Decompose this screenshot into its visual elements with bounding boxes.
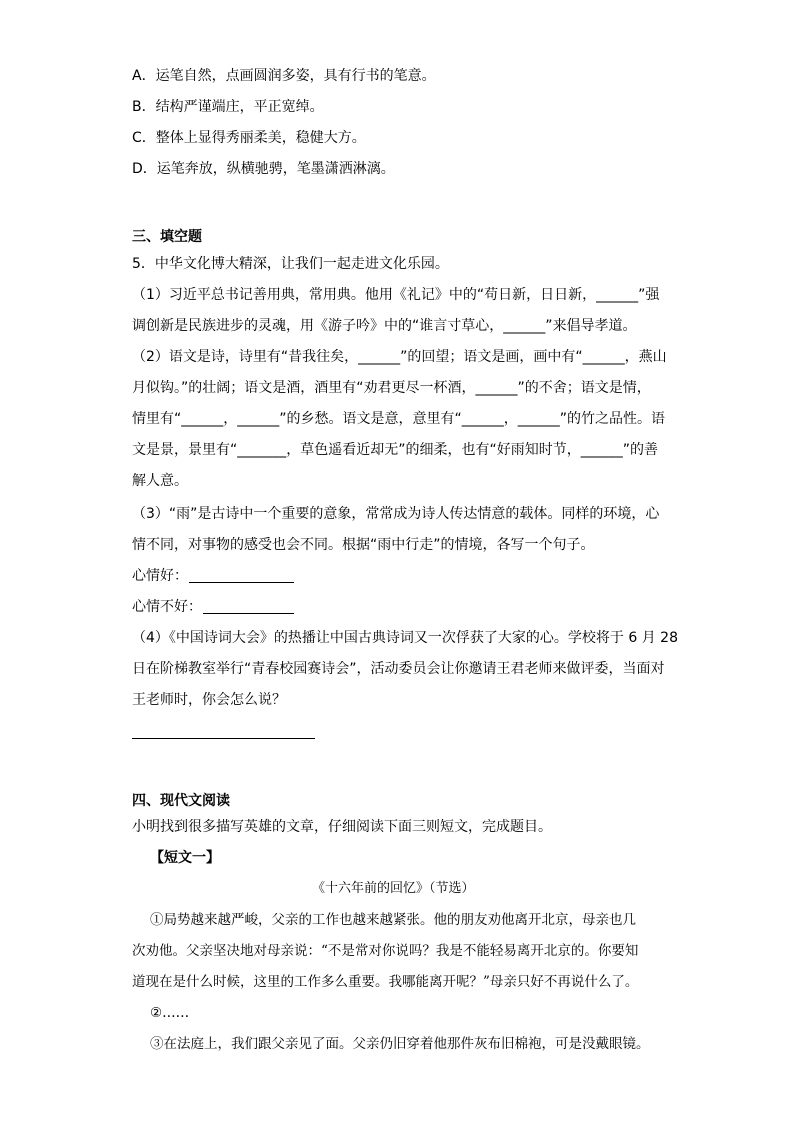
bad-mood-answer-line[interactable] bbox=[203, 613, 294, 614]
article-para1-line2: 次劝他。父亲坚决地对母亲说：“不是常对你说吗？我是不能轻易离开北京的。你要知 bbox=[132, 943, 639, 959]
choice-a: A．运笔自然，点画圆润多姿，具有行书的笔意。 bbox=[132, 68, 436, 84]
q5-part2-line5: 解人意。 bbox=[132, 473, 188, 489]
q5-part3-line2: 情不同，对事物的感受也会不同。根据“雨中行走”的情境，各写一个句子。 bbox=[132, 537, 595, 553]
q5-part2-line3: 情里有“______，______”的乡愁。语文是意，意里有“______，______”的竹之品性。语 bbox=[132, 411, 666, 427]
good-mood-answer-line[interactable] bbox=[189, 582, 294, 583]
q5-part4-line1: （4）《中国诗词大会》的热播让中国古典诗词又一次俘获了大家的心。学校将于 6 月 28 bbox=[132, 630, 678, 646]
article-para3: ③在法庭上，我们跟父亲见了面。父亲仍旧穿着他那件灰布旧棉袍，可是没戴眼镜。 bbox=[150, 1036, 650, 1052]
question-5-intro: 5．中华文化博大精深，让我们一起走进文化乐园。 bbox=[132, 256, 449, 272]
article-para2: ②…… bbox=[150, 1005, 190, 1021]
bad-mood-label: 心情不好： bbox=[132, 599, 202, 615]
q5-part4-line3: 王老师时，你会怎么说？ bbox=[132, 692, 286, 708]
section4-intro: 小明找到很多描写英雄的文章，仔细阅读下面三则短文，完成题目。 bbox=[132, 819, 552, 835]
q5-part4-line2: 日在阶梯教室举行“青春校园赛诗会”，活动委员会让你邀请王君老师来做评委，当面对 bbox=[132, 661, 665, 677]
article-title: 《十六年前的回忆》（节选） bbox=[312, 881, 475, 896]
article-para1-line1: ①局势越来越严峻，父亲的工作也越来越紧张。他的朋友劝他离开北京，母亲也几 bbox=[150, 912, 636, 928]
good-mood-label: 心情好： bbox=[132, 568, 188, 584]
q5-part1-line2: 调创新是民族进步的灵魂，用《游子吟》中的“谁言寸草心，______”来倡导孝道。 bbox=[132, 318, 637, 334]
q5-part2-line1: （2）语文是诗，诗里有“昔我往矣，______”的回望；语文是画，画中有“______，燕山 bbox=[132, 349, 667, 365]
q5-part3-line1: （3）“雨”是古诗中一个重要的意象，常常成为诗人传达情意的载体。同样的环境，心 bbox=[132, 506, 660, 522]
section-heading-modern-reading: 四、现代文阅读 bbox=[132, 793, 230, 809]
choice-d: D．运笔奔放，纵横驰骋，笔墨潇洒淋漓。 bbox=[132, 161, 395, 177]
q5-part2-line2: 月似钩。”的壮阔；语文是酒，酒里有“劝君更尽一杯酒，______”的不舍；语文是情， bbox=[132, 380, 651, 396]
q5-part2-line4: 文是景，景里有“_______，草色遥看近却无”的细柔，也有“好雨知时节，______”的善 bbox=[132, 442, 659, 458]
q5-part4-answer-line[interactable] bbox=[132, 738, 315, 739]
q5-part1-line1: （1）习近平总书记善用典，常用典。他用《礼记》中的“苟日新，日日新，______”强 bbox=[132, 287, 660, 303]
short-text-label: 【短文一】 bbox=[150, 850, 220, 866]
choice-b: B．结构严谨端庄，平正宽绰。 bbox=[132, 99, 324, 115]
choice-c: C．整体上显得秀丽柔美，稳健大方。 bbox=[132, 130, 366, 146]
article-para1-line3: 道现在是什么时候，这里的工作多么重要。我哪能离开呢？”母亲只好不再说什么了。 bbox=[132, 974, 639, 990]
section-heading-fill-blank: 三、填空题 bbox=[132, 229, 202, 245]
